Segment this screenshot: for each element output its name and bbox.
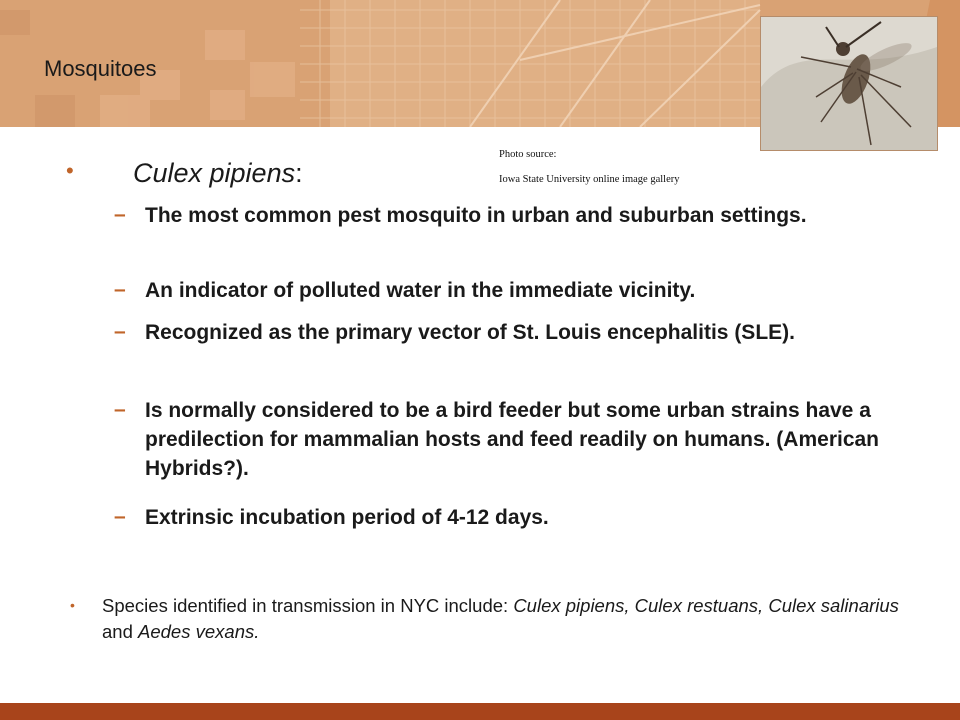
species-heading xyxy=(133,158,303,189)
species-heading-name: Culex pipiens xyxy=(133,158,296,188)
point-incubation: Extrinsic incubation period of 4-12 days. xyxy=(145,506,549,529)
species-aedes: Aedes vexans. xyxy=(138,621,260,642)
dash-icon: – xyxy=(114,505,126,528)
bullet-dot-icon: • xyxy=(66,158,74,183)
dash-icon: – xyxy=(114,203,126,226)
species-intro: Species identified in transmission in NYC include: xyxy=(102,595,514,616)
point-common-pest: The most common pest mosquito in urban and suburban settings. xyxy=(145,204,807,227)
species-list xyxy=(102,593,902,645)
point-sle-vector: Recognized as the primary vector of St. Louis encephalitis (SLE). xyxy=(145,321,795,344)
photo-credit-source: Iowa State University online image gallery xyxy=(499,174,680,185)
photo-credit-label: Photo source: xyxy=(499,149,557,160)
dash-icon: – xyxy=(114,320,126,343)
heading-colon: : xyxy=(295,158,303,188)
dash-icon: – xyxy=(114,398,126,421)
footer-bar xyxy=(0,703,960,720)
mosquito-photo xyxy=(760,16,938,151)
point-feeding-habits: Is normally considered to be a bird feeder but some urban strains have a predilection for mammalian hosts and feed readily on humans. (American Hybrids?). xyxy=(145,399,880,480)
species-and: and xyxy=(102,621,139,642)
slide-title: Mosquitoes xyxy=(44,56,157,81)
bullet-dot-icon: • xyxy=(70,597,75,613)
species-culex: Culex pipiens, Culex restuans, Culex salinarius xyxy=(513,595,899,616)
point-polluted-water: An indicator of polluted water in the immediate vicinity. xyxy=(145,279,696,302)
dash-icon: – xyxy=(114,278,126,301)
mosquito-photo-icon xyxy=(761,17,937,150)
